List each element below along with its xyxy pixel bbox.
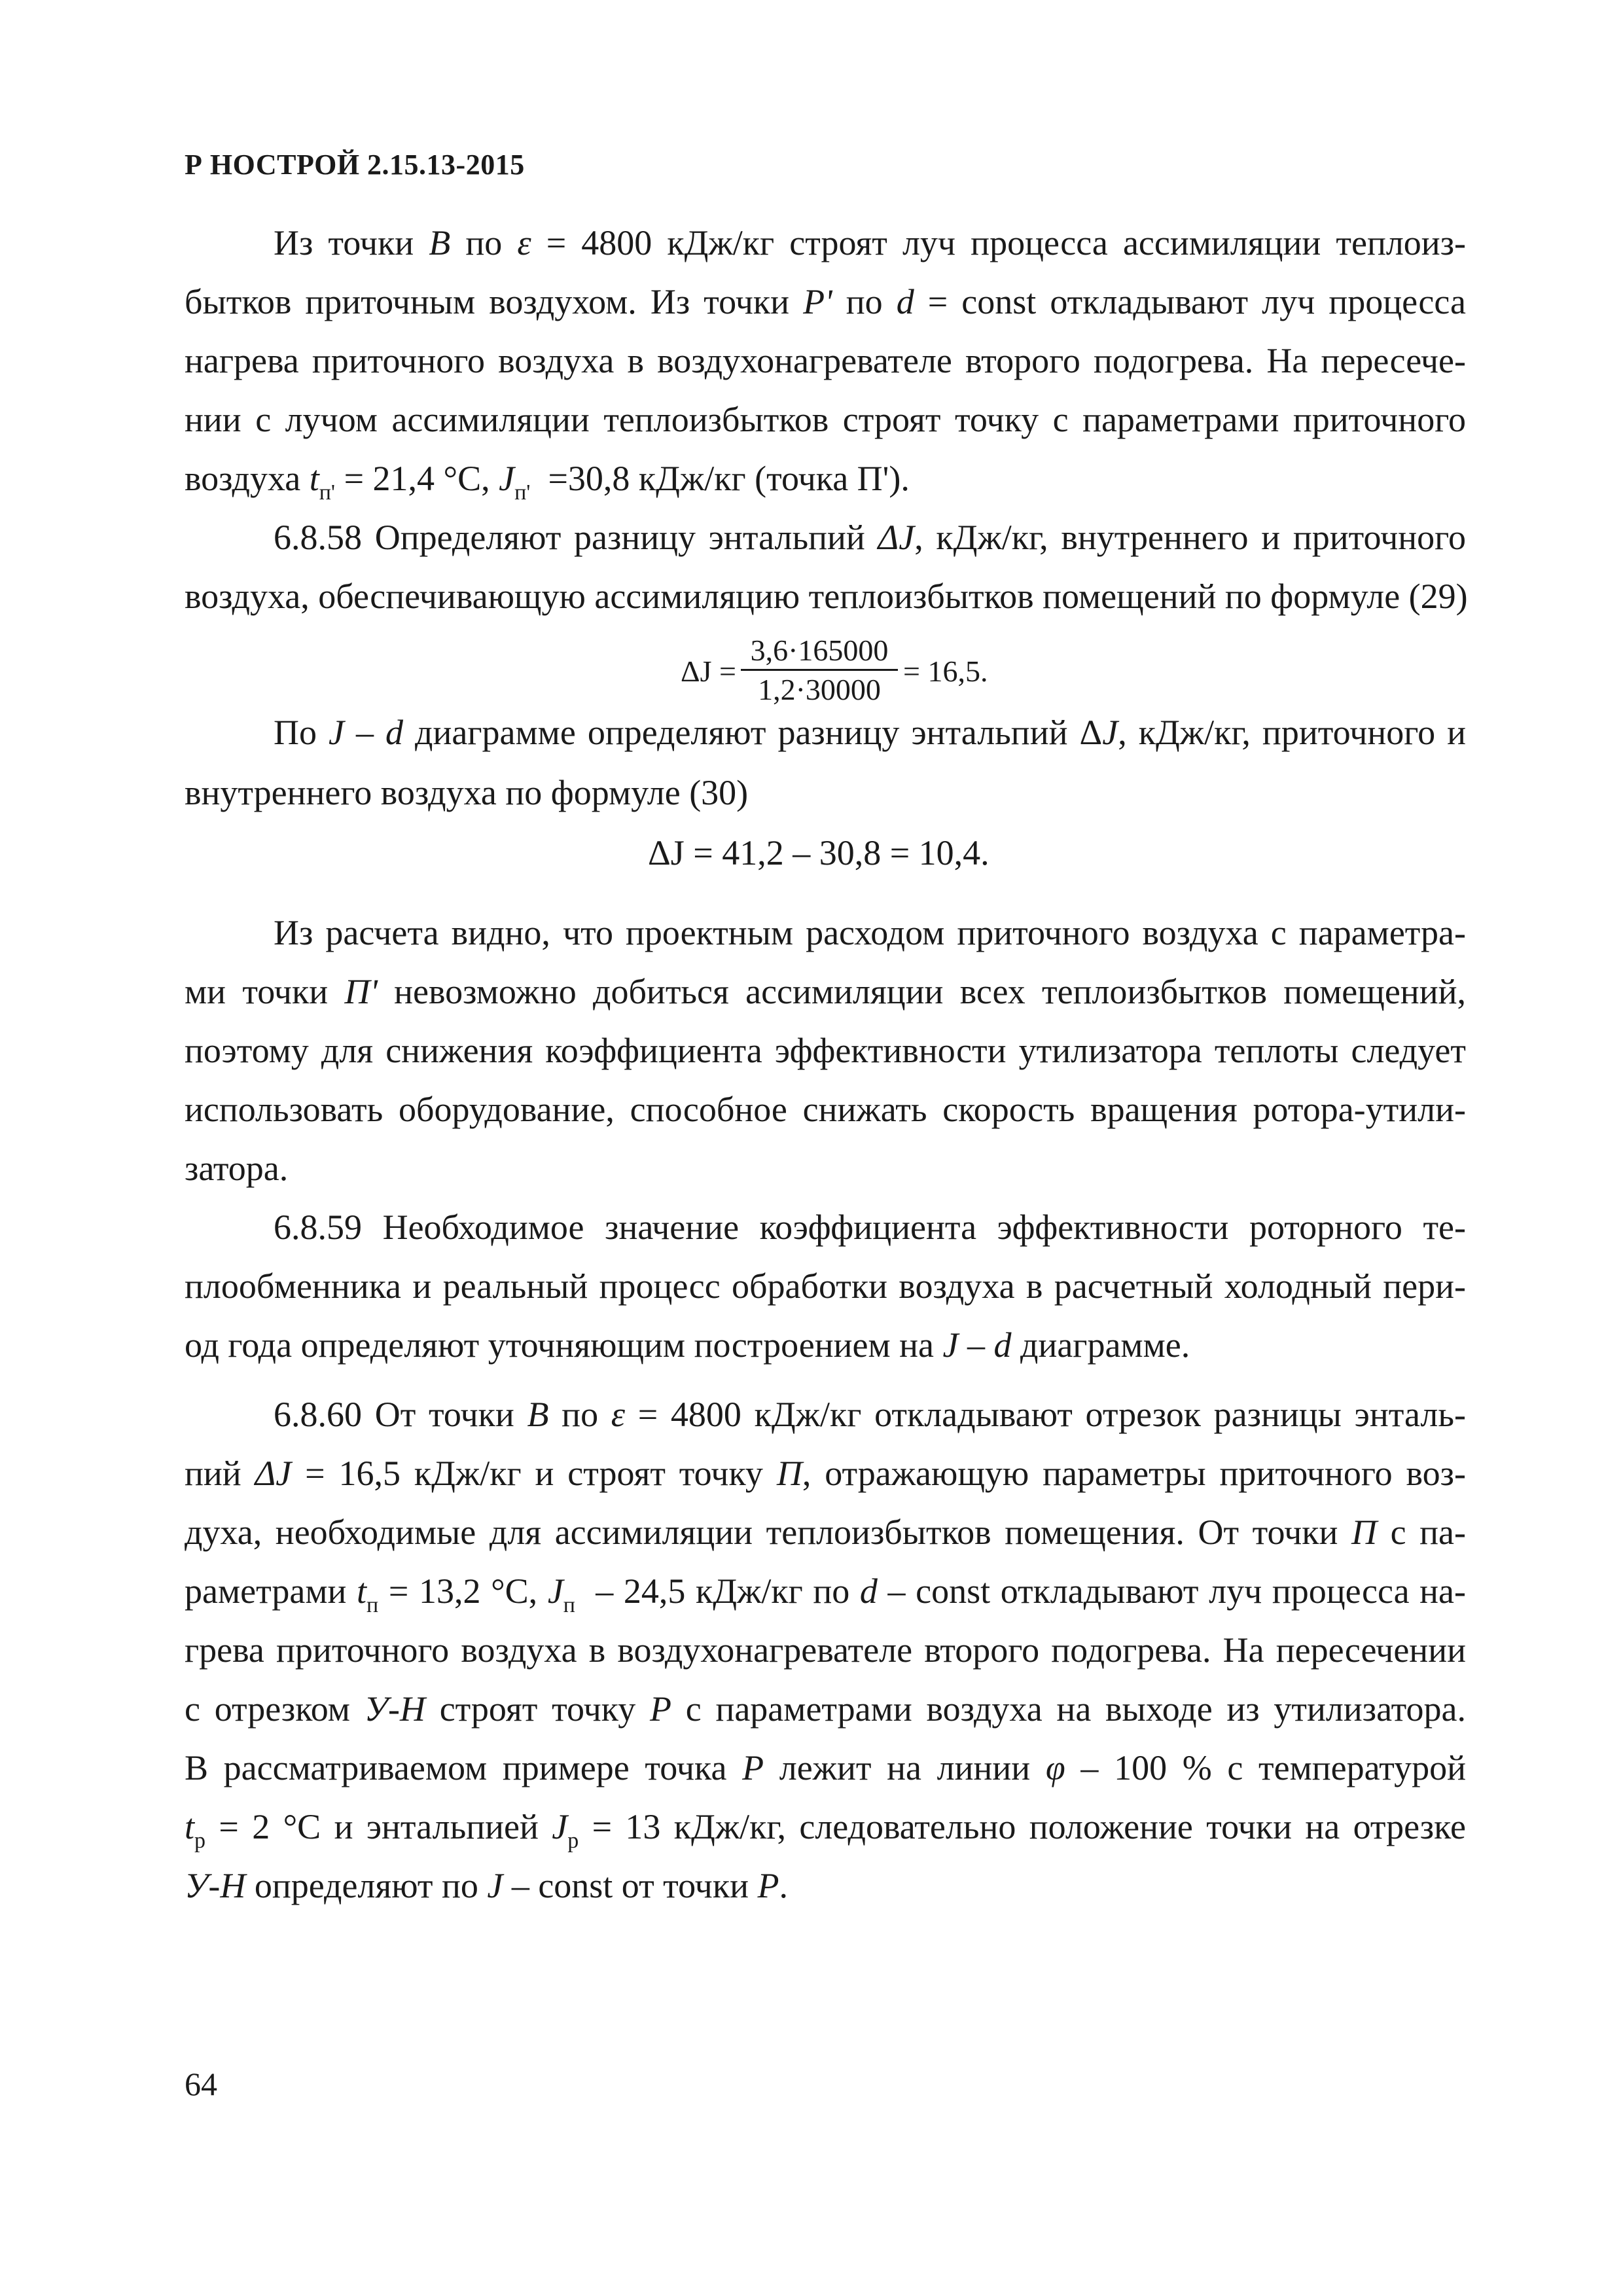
text-segment-italic: ΔJ [878,518,915,557]
text-segment-italic: J – d [329,713,404,752]
formula-rhs: = 16,5. [903,655,988,688]
text-segment: = 4800 кДж/кг строят луч процесса ассимиляции теплоиз- [531,223,1467,262]
text-segment: = const откладывают луч процесса [914,282,1466,321]
text-segment: диаграмме. [1011,1325,1190,1365]
text-segment-italic: J – d [942,1325,1012,1365]
text-segment-italic: J [547,1571,563,1611]
text-segment-italic: У-Н [185,1866,246,1905]
text-segment: По [274,713,329,752]
text-segment-italic: J [499,459,515,498]
text-segment: 6.8.58 Определяют разницу энтальпий [274,518,878,557]
text-line [274,220,1466,266]
text-segment-italic: t [309,459,319,498]
text-segment-italic: ε [517,223,531,262]
text-segment-italic: J [1102,713,1118,752]
text-line [185,1686,1466,1732]
text-segment: с па- [1377,1513,1466,1552]
text-segment: строят точку [425,1689,650,1729]
text-segment: – const от точки [503,1866,758,1905]
text-segment-italic: П [1351,1513,1378,1552]
text-segment-italic: В [527,1395,549,1434]
subscript: р [567,1829,579,1853]
text-segment: пий [185,1454,255,1493]
text-line [185,969,1466,1014]
text-segment: = 2 °С и энтальпией [205,1807,552,1846]
text-segment-italic: φ [1045,1748,1065,1787]
text-segment: воздуха [185,459,310,498]
text-segment: , кДж/кг, приточного и [1118,713,1466,752]
text-segment: ми точки [185,972,345,1011]
text-segment: диаграмме определяют разницу энтальпий Δ [403,713,1103,752]
text-segment: , кДж/кг, внутреннего и приточного [914,518,1466,557]
text-segment: с отрезком [185,1689,365,1729]
text-segment: – 100 % с температурой [1065,1748,1466,1787]
text-segment: од года определяют уточняющим построением на [185,1325,943,1365]
page-number: 64 [185,2066,217,2102]
text-segment: 6.8.60 От точки [274,1395,527,1434]
text-segment-italic: ε [611,1395,626,1434]
text-segment: В рассматриваемом примере точка [185,1748,743,1787]
subscript: п' [514,480,531,505]
subscript: п' [319,480,336,505]
formula-fraction [741,632,898,709]
text-segment: раметрами [185,1571,357,1611]
formula-denominator: 1,2·30000 [758,673,881,706]
text-segment-italic: П [776,1454,802,1493]
text-line: воздуха, обеспечивающую ассимиляцию теплоизбытков помещений по формуле (29) [185,577,1468,616]
subscript: п [563,1593,575,1617]
text-segment-italic: У-Н [364,1689,425,1729]
text-segment-italic: Р [757,1866,779,1905]
document-header: Р НОСТРОЙ 2.15.13-2015 [185,149,525,181]
text-segment-italic: d [896,282,914,321]
text-line [274,514,1466,560]
text-segment: бытков приточным воздухом. Из точки [185,282,804,321]
subscript: р [194,1829,206,1853]
text-segment: духа, необходимые для ассимиляции теплоизбытков помещения. От точки [185,1513,1352,1552]
text-line [185,1509,1466,1555]
text-segment: по [832,282,897,321]
text-segment: – 24,5 кДж/кг по [575,1571,860,1611]
text-line: поэтому для снижения коэффициента эффективности утилизатора теплоты следует [185,1031,1466,1070]
text-segment-italic: d [859,1571,878,1611]
text-segment: = 16,5 кДж/кг и строят точку [291,1454,777,1493]
text-line: внутреннего воздуха по формуле (30) [185,773,749,812]
text-segment-italic: t [185,1807,195,1846]
text-line: нии с лучом ассимиляции теплоизбытков строят точку с параметрами приточного [185,400,1466,439]
text-segment: = 13 кДж/кг, следовательно положение точки на отрезке [579,1807,1466,1846]
text-line [274,1391,1466,1437]
text-segment: . [779,1866,788,1905]
text-segment-italic: В [429,223,451,262]
text-line: нагрева приточного воздуха в воздухонагревателе второго подогрева. На пересече- [185,341,1466,380]
formula-numerator: 3,6·165000 [750,634,889,667]
text-segment: по [548,1395,611,1434]
text-segment-italic: П' [344,972,378,1011]
text-segment: с параметрами воздуха на выходе из утилизатора. [671,1689,1466,1729]
text-segment-italic: Р [649,1689,671,1729]
text-segment: =30,8 кДж/кг (точка П'). [530,459,910,498]
text-segment: невозможно добиться ассимиляции всех теплоизбытков помещений, [377,972,1466,1011]
formula-30: ΔJ = 41,2 – 30,8 = 10,4. [648,833,990,872]
text-line: Из расчета видно, что проектным расходом приточного воздуха с параметра- [274,913,1466,952]
formula-29 [681,632,1021,711]
text-line: 6.8.59 Необходимое значение коэффициента эффективности роторного те- [274,1208,1466,1247]
text-line: плообменника и реальный процесс обработки воздуха в расчетный холодный пери- [185,1266,1466,1306]
text-segment-italic: t [357,1571,367,1611]
formula-lhs: ΔJ = [681,655,736,688]
text-segment: = 4800 кДж/кг откладывают отрезок разницы энталь- [625,1395,1466,1434]
text-line [185,1863,788,1909]
text-segment: Из точки [274,223,429,262]
text-line [185,279,1466,325]
text-line [185,1745,1466,1791]
text-segment-italic: Р' [803,282,832,321]
text-line [274,709,1466,755]
text-segment: , отражающую параметры приточного воз- [802,1454,1466,1493]
text-line [185,1322,1190,1368]
text-line [185,456,910,505]
text-segment-italic: Р [742,1748,764,1787]
text-segment-italic: J [487,1866,503,1905]
text-line [185,1568,1467,1617]
text-line: затора. [185,1149,289,1188]
text-segment-italic: J [552,1807,568,1846]
text-segment: по [450,223,518,262]
text-segment: определяют по [245,1866,488,1905]
text-segment: = 21,4 °С, [335,459,499,498]
text-line [185,1450,1466,1496]
text-line: грева приточного воздуха в воздухонагревателе второго подогрева. На пересечении [185,1630,1466,1670]
text-segment: = 13,2 °С, [378,1571,548,1611]
subscript: п [366,1593,379,1617]
text-segment: лежит на линии [764,1748,1046,1787]
text-line [185,1804,1466,1853]
text-segment-italic: ΔJ [255,1454,292,1493]
text-line: использовать оборудование, способное снижать скорость вращения ротора-утили- [185,1090,1466,1129]
text-segment: – const откладывают луч процесса на- [877,1571,1467,1611]
